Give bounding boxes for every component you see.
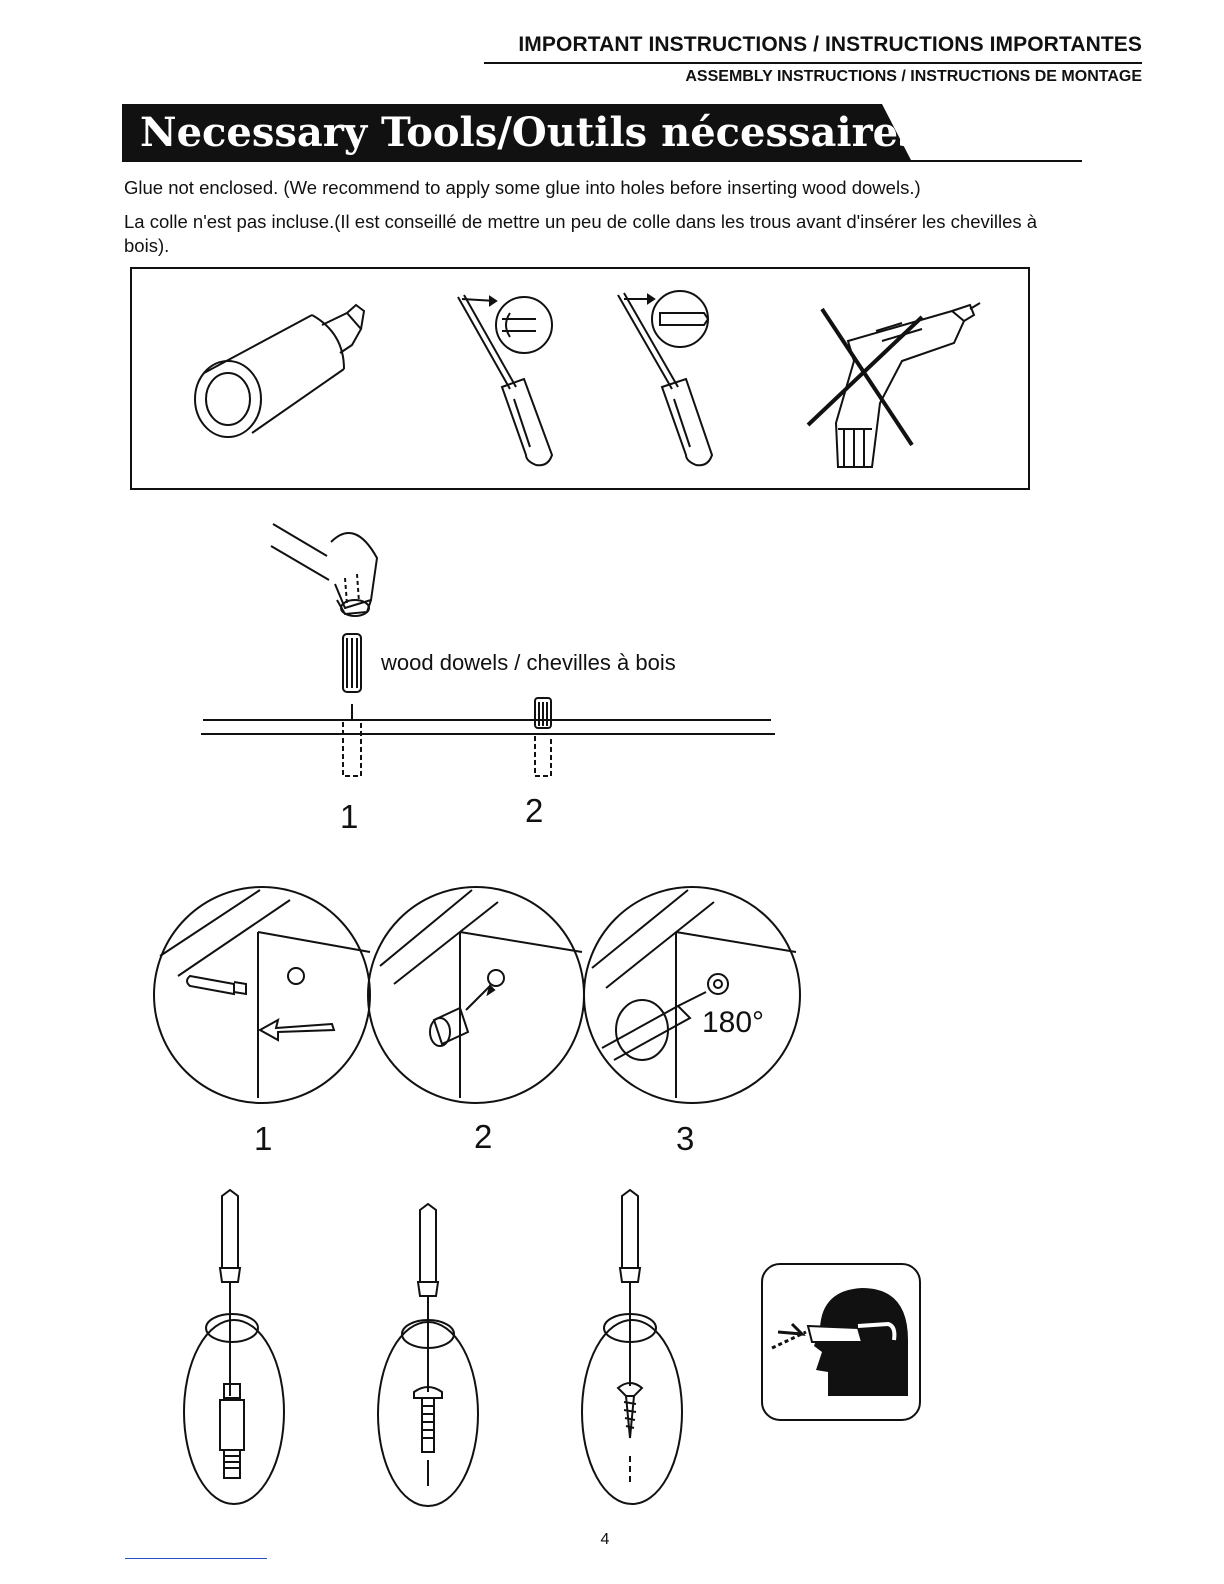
mallet-icon	[195, 305, 364, 437]
section-title: Necessary Tools/Outils nécessaires	[140, 109, 921, 156]
note-french: La colle n'est pas incluse.(Il est conseillé de mettre un peu de colle dans les trous avant d'insérer les chevilles à bois).	[124, 211, 1038, 256]
cam-step-2-label: 2	[474, 1118, 493, 1155]
cam-bolt-diagram	[184, 1190, 284, 1504]
tools-illustration	[132, 269, 1028, 488]
hammer-icon	[271, 524, 377, 616]
dowel-step-2: 2	[525, 792, 544, 829]
cam-lock-illustration	[150, 880, 810, 1110]
phillips-screwdriver-icon	[458, 295, 552, 465]
header-title: IMPORTANT INSTRUCTIONS / INSTRUCTIONS IMPORTANTES	[518, 33, 1142, 56]
cam-step-2-detail	[368, 887, 584, 1103]
cam-step-3-label: 3	[676, 1120, 695, 1157]
dowel-icon	[343, 634, 361, 692]
dowel-hole-2	[535, 698, 551, 776]
footer-line	[125, 1558, 267, 1559]
wood-screw-diagram	[582, 1190, 682, 1504]
cam-step-3-detail	[584, 887, 800, 1103]
section-rule	[900, 160, 1082, 162]
dowel-hole-1	[343, 704, 361, 776]
screw-illustration	[170, 1186, 710, 1516]
header-subtitle: ASSEMBLY INSTRUCTIONS / INSTRUCTIONS DE MONTAGE	[685, 68, 1142, 85]
page-number: 4	[600, 1531, 610, 1548]
dowel-step-1: 1	[340, 798, 359, 835]
header-rule	[484, 62, 1142, 64]
power-drill-crossed-icon	[808, 303, 980, 467]
flathead-screwdriver-icon	[618, 291, 712, 465]
tools-box	[130, 267, 1030, 490]
cam-step-1-detail	[154, 887, 370, 1103]
dowel-label: wood dowels / chevilles à bois	[381, 650, 676, 675]
rotation-label: 180°	[702, 1006, 765, 1039]
machine-screw-diagram	[378, 1204, 478, 1506]
safety-goggles-icon	[760, 1262, 924, 1424]
note-english: Glue not enclosed. (We recommend to apply some glue into holes before inserting wood dowels.)	[124, 177, 921, 198]
dowel-illustration	[195, 514, 785, 784]
cam-step-1-label: 1	[254, 1120, 273, 1157]
